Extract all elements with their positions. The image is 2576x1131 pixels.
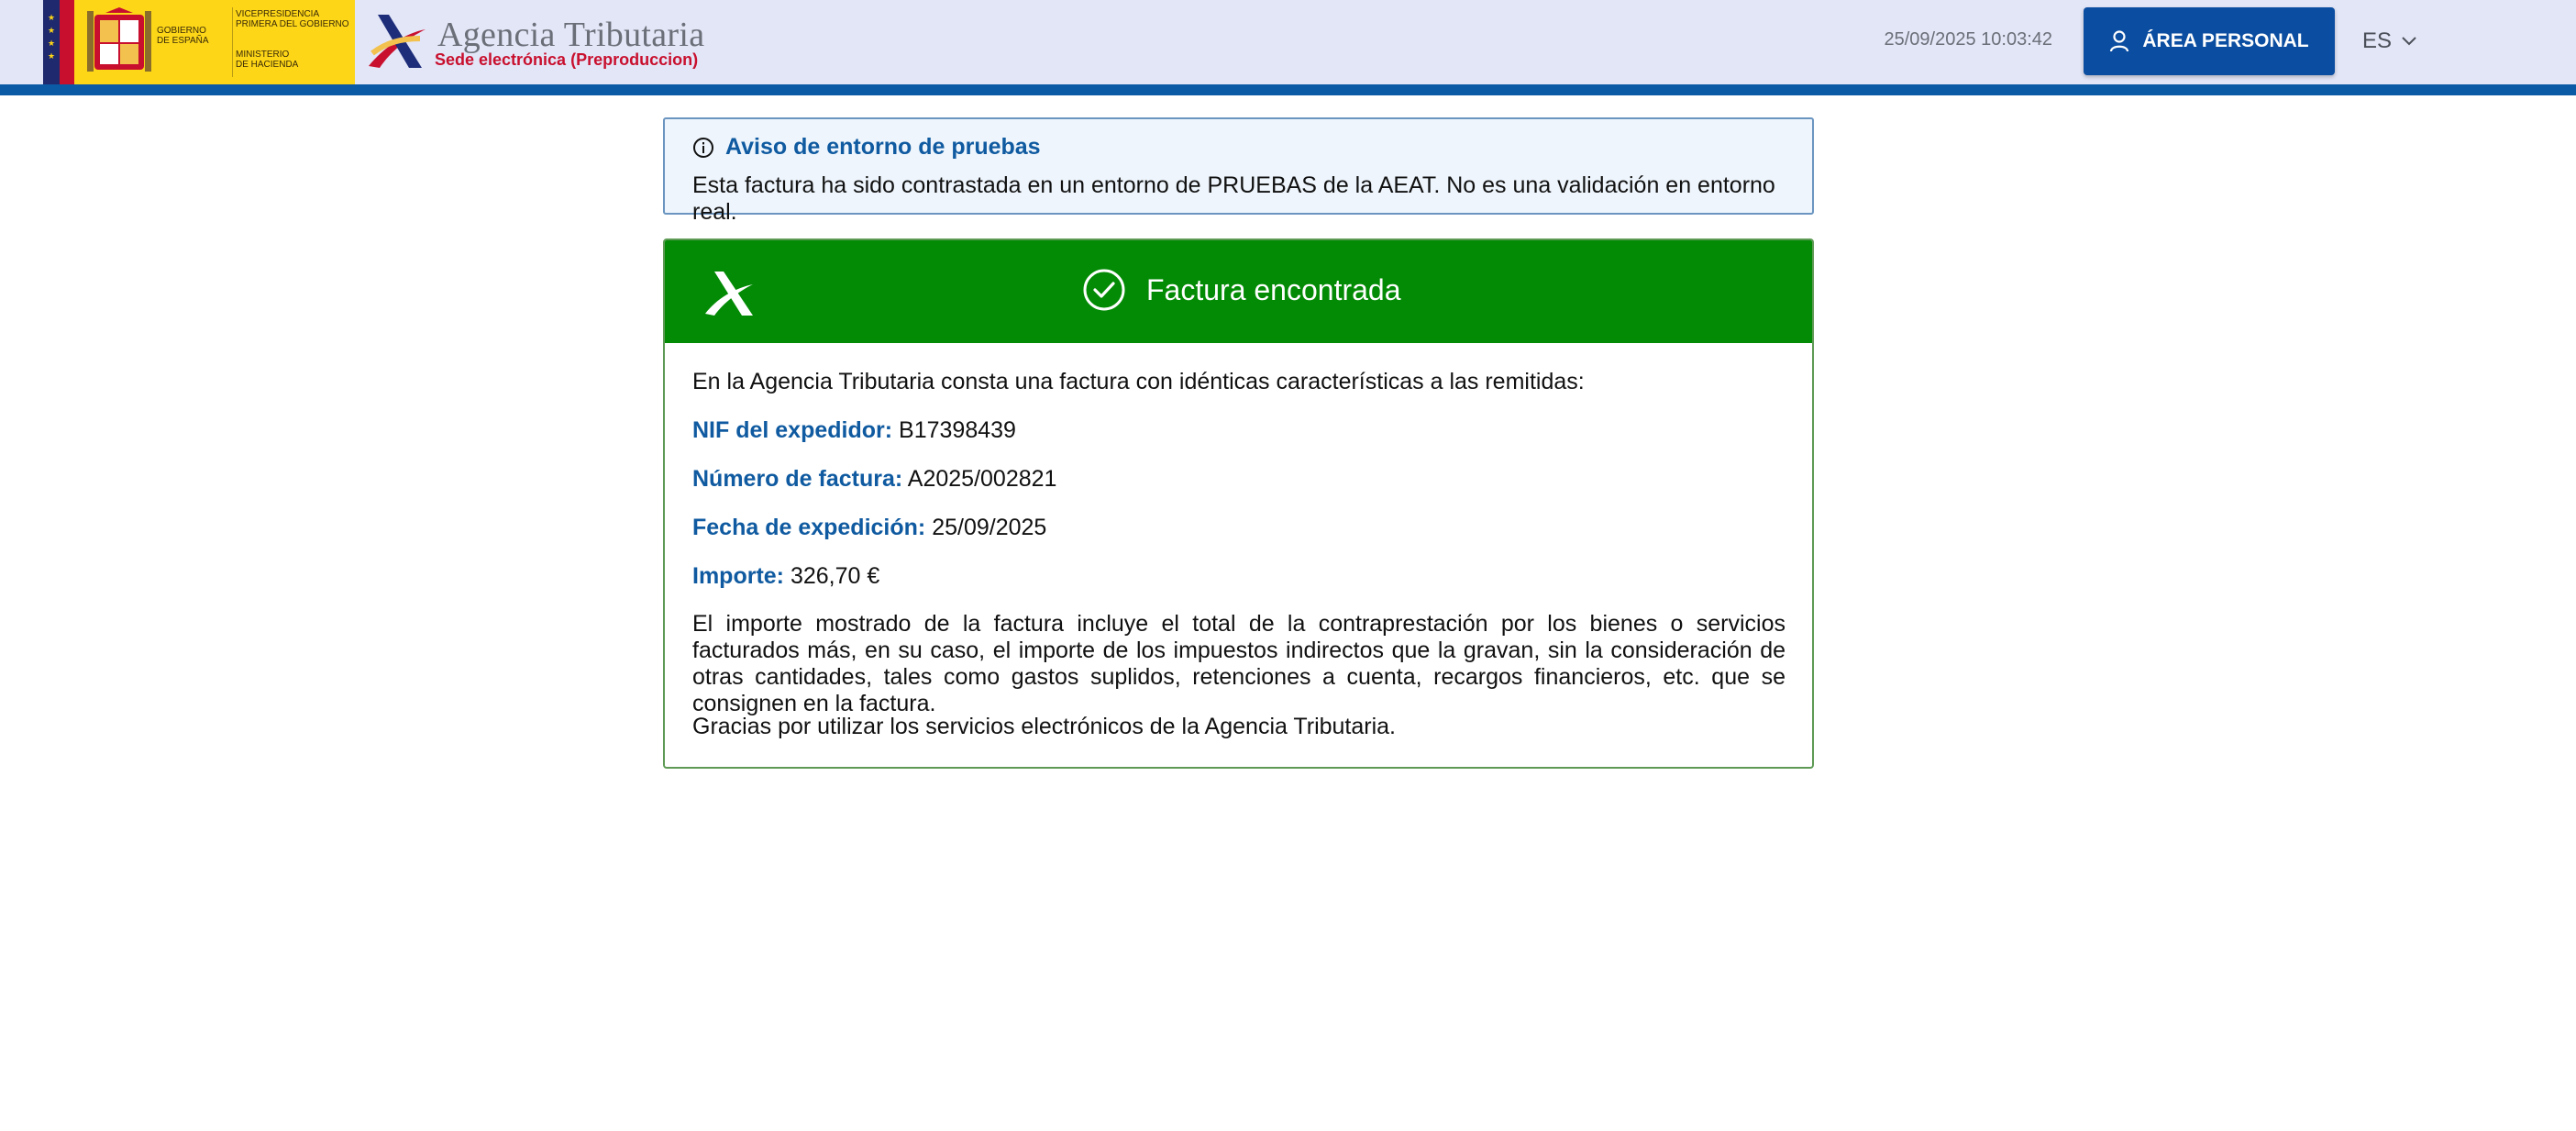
language-selector[interactable] bbox=[2362, 26, 2417, 57]
field-importe bbox=[692, 563, 879, 590]
aeat-logo-white-icon bbox=[702, 268, 757, 319]
brand-name[interactable]: Agencia Tributaria bbox=[437, 16, 705, 54]
language-label: ES bbox=[2362, 28, 2393, 53]
chevron-down-icon bbox=[2401, 36, 2417, 47]
result-header bbox=[665, 240, 1812, 343]
field-label: NIF del expedidor: bbox=[692, 417, 893, 443]
result-title: Factura encontrada bbox=[1146, 272, 1401, 306]
field-value: 326,70 € bbox=[790, 563, 880, 589]
gobierno-logo[interactable] bbox=[43, 0, 355, 84]
notice-heading bbox=[692, 134, 1041, 161]
aeat-logo-icon[interactable] bbox=[365, 11, 429, 72]
vicepresidencia-text: VICEPRESIDENCIA PRIMERA DEL GOBIERNO bbox=[236, 9, 349, 29]
field-value: A2025/002821 bbox=[907, 466, 1057, 492]
eu-stars-icon: ★ ★ ★ ★ bbox=[47, 13, 56, 61]
result-title-group bbox=[1082, 268, 1401, 312]
test-environment-notice bbox=[663, 117, 1814, 225]
result-card bbox=[663, 238, 1814, 769]
field-numero-factura bbox=[692, 466, 1056, 493]
ministerio-text: MINISTERIO DE HACIENDA bbox=[236, 50, 299, 70]
field-fecha-expedicion bbox=[692, 515, 1046, 541]
coat-of-arms-icon bbox=[87, 7, 151, 77]
area-personal-button[interactable] bbox=[2084, 7, 2335, 75]
area-personal-label: ÁREA PERSONAL bbox=[2142, 30, 2309, 51]
thanks-text: Gracias por utilizar los servicios electrónicos de la Agencia Tributaria. bbox=[692, 714, 1397, 739]
field-label: Fecha de expedición: bbox=[692, 515, 926, 540]
user-icon bbox=[2109, 30, 2129, 52]
header-bar bbox=[0, 84, 2576, 95]
info-icon bbox=[692, 137, 714, 159]
result-intro: En la Agencia Tributaria consta una factura con idénticas características a las remitidas: bbox=[692, 369, 1585, 394]
flag-stripe bbox=[43, 0, 74, 84]
notice-title: Aviso de entorno de pruebas bbox=[725, 134, 1041, 160]
brand-subtitle: Sede electrónica (Preproduccion) bbox=[435, 50, 699, 69]
datetime: 25/09/2025 10:03:42 bbox=[1884, 29, 2052, 50]
gobierno-text: GOBIERNO DE ESPAÑA bbox=[157, 26, 209, 46]
disclaimer-text: El importe mostrado de la factura incluye el total de la contraprestación por los bienes o servicios facturados más, en su caso, el importe de los impuestos indirectos que la gravan, sin la consideración de otras cantidades, tales como gastos suplidos, retenciones a cuenta, recargos financieros, etc. que se consignen en la factura. bbox=[692, 611, 1786, 716]
divider bbox=[232, 7, 233, 77]
notice-text: Esta factura ha sido contrastada en un entorno de PRUEBAS de la AEAT. No es una validación en entorno real. bbox=[692, 172, 1775, 225]
field-label: Importe: bbox=[692, 563, 784, 589]
site-header bbox=[0, 0, 2576, 84]
field-nif bbox=[692, 417, 1016, 444]
check-circle-icon bbox=[1082, 268, 1126, 312]
field-value: B17398439 bbox=[899, 417, 1016, 443]
field-value: 25/09/2025 bbox=[932, 515, 1047, 540]
field-label: Número de factura: bbox=[692, 466, 903, 492]
